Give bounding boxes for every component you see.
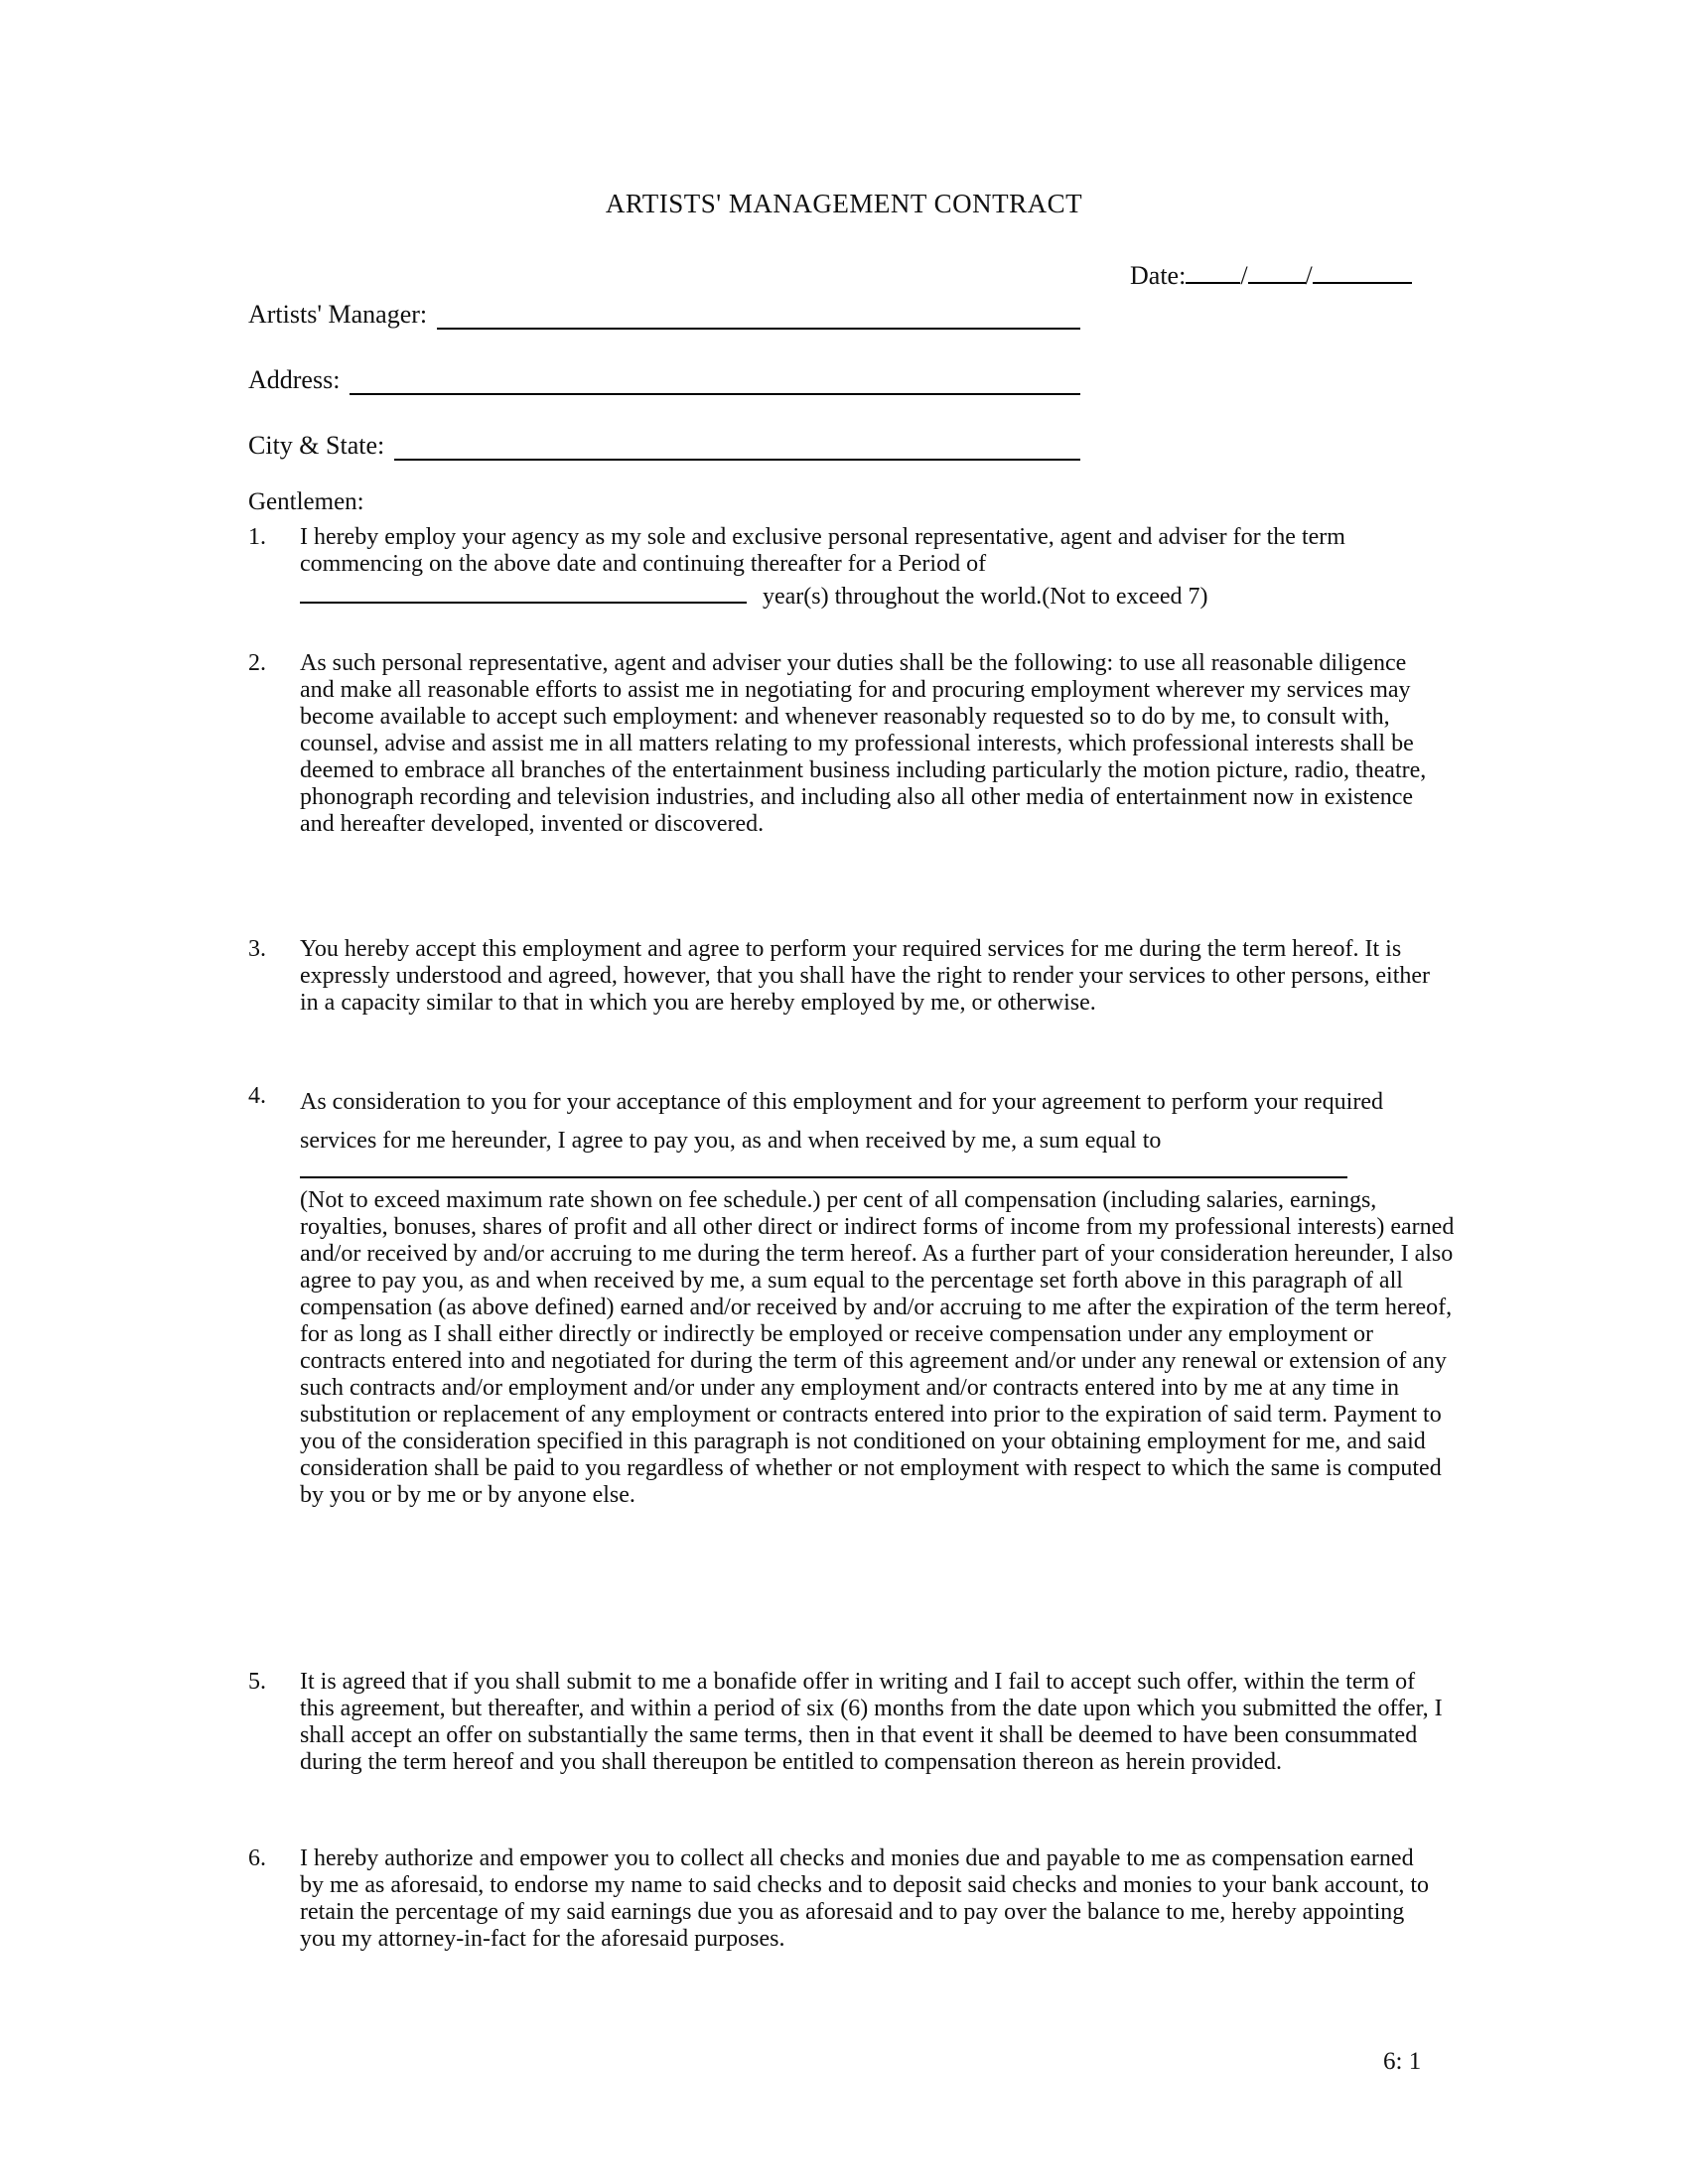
city-state-label: City & State: [248, 431, 385, 460]
clause-5-text: It is agreed that if you shall submit to me a bonafide offer in writing and I fail to accept such offer, within the term of this agreement, but thereafter, and within a period of six (6) months from the date upon which you submitted the offer, I shall accept an offer on substantially the same terms, then in that event it shall be deemed to have been consummated during the term hereof and you shall thereupon be entitled to compensation thereon as herein provided. [300, 1669, 1443, 1775]
artists-manager-field [248, 298, 1080, 330]
artists-manager-label: Artists' Manager: [248, 300, 428, 329]
clause-5 [248, 1669, 1452, 1776]
date-field [1130, 258, 1412, 291]
clause-3 [248, 936, 1442, 1017]
clause-4-number: 4. [248, 1083, 266, 1109]
page-title: ARTISTS' MANAGEMENT CONTRACT [605, 189, 1083, 218]
clause-4-text-before-blank: As consideration to you for your acceptance of this employment and for your agreement to perform your required services for me hereunder, I agree to pay you, as and when received by me, a sum equal to [300, 1089, 1383, 1154]
clause-6-text: I hereby authorize and empower you to collect all checks and monies due and payable to me as compensation earned by me as aforesaid, to endorse my name to said checks and to deposit said checks and monies to your bank account, to retain the percentage of my said earnings due you as aforesaid and to pay over the balance to me, hereby appointing you my attorney-in-fact for the aforesaid purposes. [300, 1845, 1430, 1952]
date-month-blank[interactable] [1186, 258, 1240, 284]
date-label: Date: [1130, 261, 1187, 290]
clause-3-text: You hereby accept this employment and agree to perform your required services for me during the term hereof. It is expressly understood and agreed, however, that you shall have the right to render your services to other persons, either in a capacity similar to that in which you are hereby employed by me, or otherwise. [300, 936, 1431, 1016]
date-day-blank[interactable] [1248, 258, 1306, 284]
clause-6-number: 6. [248, 1845, 266, 1871]
clause-2-number: 2. [248, 650, 266, 676]
page-number: 6: 1 [1383, 2048, 1422, 2075]
clause-3-number: 3. [248, 936, 266, 962]
city-state-blank[interactable] [394, 429, 1080, 461]
clause-4-text [300, 1083, 1462, 1509]
address-field [248, 363, 1080, 395]
clause-4-text-after-blank: (Not to exceed maximum rate shown on fee schedule.) per cent of all compensation (including salaries, earnings, royalties, bonuses, shares of profit and all other direct or indirect forms of income from my professional interests) earned and/or received by and/or accruing to me during the term hereof. As a further part of your consideration hereunder, I also agree to pay you, as and when received by me, a sum equal to the percentage set forth above in this paragraph of all compensation (as above defined) earned and/or received by and/or accruing to me after the expiration of the term hereof, for as long as I shall either directly or indirectly be employed or receive compensation under any employment or contracts entered into and negotiated for during the term of this agreement and/or under any renewal or extension of any such contracts and/or employment and/or under any employment and/or contracts entered into by me at any time in substitution or replacement of any employment or contracts entered into prior to the expiration of said term. Payment to you of the consideration specified in this paragraph is not conditioned on your obtaining employment for me, and said consideration shall be paid to you regardless of whether or not employment with respect to which the same is computed by you or by me or by anyone else. [300, 1187, 1455, 1508]
clause-1-text-before-blank: I hereby employ your agency as my sole and exclusive personal representative, agent and adviser for the term commencing on the above date and continuing thereafter for a Period of [300, 524, 1345, 577]
address-blank[interactable] [350, 363, 1080, 395]
date-separator: / [1305, 261, 1313, 290]
clause-1-text-after-blank: year(s) throughout the world.(Not to exceed 7) [763, 584, 1208, 610]
fee-percentage-blank[interactable] [300, 1162, 1347, 1178]
clause-4 [248, 1083, 1462, 1509]
date-separator: / [1240, 261, 1248, 290]
clause-2-text: As such personal representative, agent and adviser your duties shall be the following: to use all reasonable diligence and make all reasonable efforts to assist me in negotiating for and procuring employment wherever my services may become available to accept such employment: and whenever reasonably requested so to do by me, to consult with, counsel, advise and assist me in all matters relating to my professional interests, which professional interests shall be deemed to embrace all branches of the entertainment business including particularly the motion picture, radio, theatre, phonograph recording and television industries, and including also all other media of entertainment now in existence and hereafter developed, invented or discovered. [300, 650, 1427, 837]
artists-manager-blank[interactable] [437, 298, 1080, 330]
salutation: Gentlemen: [248, 488, 364, 515]
clause-1-text [300, 524, 1352, 611]
clause-2 [248, 650, 1442, 838]
city-state-field [248, 429, 1080, 461]
clause-1 [248, 524, 1352, 611]
date-year-blank[interactable] [1313, 258, 1412, 284]
clause-6 [248, 1845, 1442, 1953]
clause-1-number: 1. [248, 524, 266, 550]
address-label: Address: [248, 365, 341, 394]
term-years-blank[interactable] [300, 578, 747, 604]
clause-5-number: 5. [248, 1669, 266, 1695]
